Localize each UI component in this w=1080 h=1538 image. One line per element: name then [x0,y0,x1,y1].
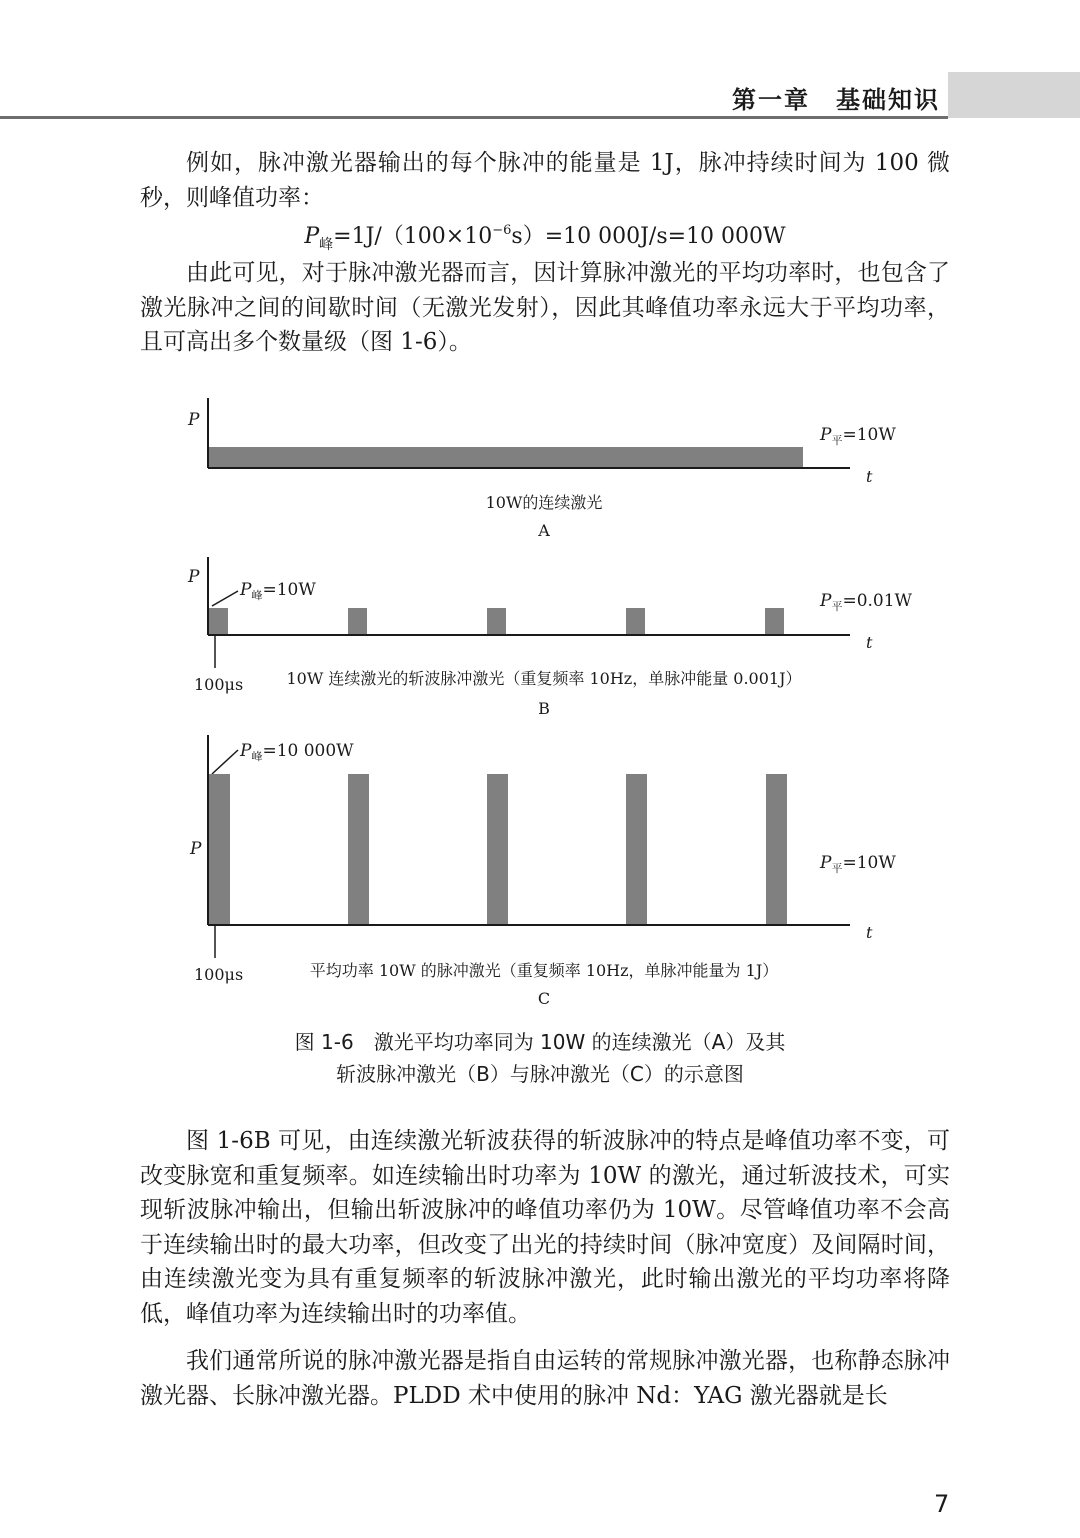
panel-b-avg-value: =0.01W [842,591,913,611]
panel-a-y-label: P [188,410,200,430]
panel-c-avg-symbol: P [820,853,832,873]
panel-a-caption: 10W的连续激光 [485,493,603,512]
panel-b-peak-sub: 峰 [251,589,263,602]
panel-b-peak-leader [212,591,238,606]
formula-prefix: =1J/（100×10 [333,224,493,249]
panel-a-average-label [819,425,896,447]
panel-c-width-label: 100μs [194,965,244,984]
panel-c-caption: 平均功率 10W 的脉冲激光（重复频率 10Hz，单脉冲能量为 1J） [309,961,779,980]
body-paragraph-2: 由此可见，对于脉冲激光器而言，因计算脉冲激光的平均功率时，也包含了激光脉冲之间的间歇时间（无激光发射），因此其峰值功率永远大于平均功率，且可高出多个数量级（图 1-6）。 [140,260,950,355]
panel-a-continuous-bar [209,447,803,467]
panel-a-letter: A [538,521,550,540]
panel-b-x-label: t [866,633,873,652]
panel-b-pulse [209,608,228,634]
panel-c-y-label: P [190,839,202,859]
panel-c-avg-value: =10W [842,853,896,873]
peak-power-formula [140,222,950,255]
panel-b-peak-symbol: P [240,580,252,600]
chapter-title: 第一章 基础知识 [732,86,940,114]
body-paragraph-4: 我们通常所说的脉冲激光器是指自由运转的常规脉冲激光器，也称静态脉冲激光器、长脉冲激光器。PLDD 术中使用的脉冲 Nd：YAG 激光器就是长 [140,1348,950,1409]
panel-b-letter: B [538,699,550,718]
figure-caption-line-2: 斩波脉冲激光（B）与脉冲激光（C）的示意图 [336,1062,744,1086]
panel-c-peak-symbol: P [240,741,252,761]
panel-a-avg-sub: 平 [831,434,843,447]
panel-c-peak-sub: 峰 [251,750,263,763]
panel-b-avg-sub: 平 [831,600,843,613]
body-paragraph-3: 图 1-6B 可见，由连续激光斩波获得的斩波脉冲的特点是峰值功率不变，可改变脉宽和重复频率。如连续输出时功率为 10W 的激光，通过斩波技术，可实现斩波脉冲输出，但输出斩波脉冲的峰值功率仍为 10W。尽管峰值功率不会高于连续输出时的最大功率，但改变了出光的持续时间（脉冲宽度）及间隔时间，由连续激光变为具有重复频率的斩波脉冲激光，此时输出激光的平均功率将降低，峰值功率为连续输出时的功率值。 [140,1128,950,1327]
panel-b-pulse [348,608,367,634]
panel-b-width-label: 100μs [194,675,244,694]
panel-c [189,735,896,1008]
panel-b-caption: 10W 连续激光的斩波脉冲激光（重复频率 10Hz，单脉冲能量 0.001J） [286,669,802,688]
laser-power-figure [0,390,1080,1090]
formula-subscript: 峰 [319,237,334,253]
panel-c-peak-leader [212,750,238,774]
panel-c-pulse [348,774,369,924]
panel-b-average-label [819,591,913,613]
panel-c-pulse [626,774,647,924]
panel-c-pulse [766,774,787,924]
header-tab [948,72,1080,118]
panel-b-y-label: P [188,567,200,587]
panel-b-pulse [487,608,506,634]
panel-b-pulse [765,608,784,634]
figure-caption-line-1: 图 1-6 激光平均功率同为 10W 的连续激光（A）及其 [294,1030,786,1054]
panel-a-x-label: t [866,467,873,486]
panel-c-x-label: t [866,923,873,942]
header-rule [0,116,948,119]
formula-exponent: −6 [492,223,512,238]
panel-b-peak-value: =10W [262,580,316,600]
panel-a-avg-symbol: P [820,425,832,445]
body-paragraph-1: 例如，脉冲激光器输出的每个脉冲的能量是 1J，脉冲持续时间为 100 微秒，则峰值功率： [140,150,950,211]
panel-c-avg-sub: 平 [831,862,843,875]
panel-a-avg-value: =10W [842,425,896,445]
panel-b-pulse [626,608,645,634]
panel-b-peak-label [239,580,316,602]
panel-c-peak-label [239,741,354,763]
panel-c-pulse [209,774,230,924]
panel-b [187,557,913,718]
formula-symbol: P [304,224,320,249]
panel-b-avg-symbol: P [820,591,832,611]
formula-suffix: s）=10 000J/s=10 000W [511,224,786,249]
panel-c-pulse [487,774,508,924]
panel-c-letter: C [537,989,551,1008]
page-number: 7 [934,1490,950,1518]
panel-c-peak-value: =10 000W [262,741,354,761]
panel-a [187,398,896,540]
panel-c-average-label [819,853,896,875]
